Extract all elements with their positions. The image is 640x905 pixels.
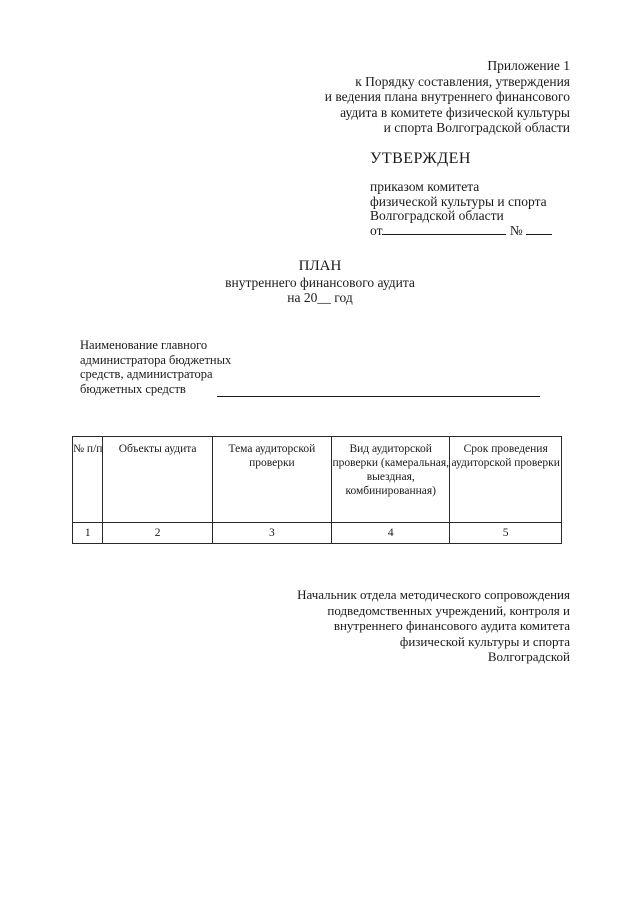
signature-line: физической культуры и спорта <box>399 633 570 649</box>
table-cell: 3 <box>212 523 331 544</box>
approval-body <box>370 180 547 224</box>
table-cell: 1 <box>73 523 103 544</box>
plan-subtitle: внутреннего финансового аудита <box>225 275 415 290</box>
signature-line: подведомственных учреждений, контроля и <box>327 602 570 618</box>
appendix-line: Приложение 1 <box>487 58 570 73</box>
administrator-label-line: Наименование главного <box>80 338 208 352</box>
date-blank <box>382 222 506 235</box>
number-blank <box>526 222 552 235</box>
administrator-label-line: бюджетных средств <box>80 381 186 396</box>
administrator-label <box>80 338 231 396</box>
plan-title: ПЛАН <box>298 258 342 274</box>
plan-year-line: на 20__ год <box>287 290 353 305</box>
signature-line: внутреннего финансового аудита комитета <box>333 618 570 633</box>
administrator-label-line: средств, администратора <box>80 367 213 381</box>
table-row <box>73 523 562 544</box>
header-number: № п/п <box>73 437 103 523</box>
appendix-line: и спорта Волгоградской области <box>383 120 570 135</box>
approval-line: физической культуры и спорта <box>370 193 547 209</box>
header-audit-type: Вид аудиторской проверки (камеральная, выездная, комбинированная) <box>332 437 450 523</box>
number-prefix: № <box>509 223 523 238</box>
administrator-blank-line <box>217 396 540 397</box>
signature-line: Начальник отдела методического сопровождения <box>297 587 570 602</box>
audit-plan-table <box>72 436 562 544</box>
plan-heading <box>200 258 440 305</box>
table-cell: 2 <box>103 523 212 544</box>
header-audit-objects: Объекты аудита <box>103 437 212 523</box>
appendix-line: к Порядку составления, утверждения <box>355 73 570 89</box>
appendix-line: и ведения плана внутреннего финансового <box>324 89 570 104</box>
table-cell: 4 <box>332 523 450 544</box>
approval-line: приказом комитета <box>370 179 480 194</box>
appendix-line: аудита в комитете физической культуры <box>340 104 570 120</box>
order-date-number-line <box>370 222 552 239</box>
date-prefix: от <box>370 223 383 238</box>
administrator-label-line: администратора бюджетных <box>80 352 232 367</box>
table-header-row <box>73 437 562 523</box>
header-audit-topic: Тема аудиторской проверки <box>212 437 331 523</box>
header-audit-term: Срок проведения аудиторской проверки <box>450 437 562 523</box>
approval-line: Волгоградской области <box>370 208 504 223</box>
table-cell: 5 <box>450 523 562 544</box>
signature-block <box>297 587 570 665</box>
signature-line: Волгоградской <box>487 649 570 664</box>
appendix-header <box>325 58 570 136</box>
approval-title: УТВЕРЖДЕН <box>370 150 471 167</box>
